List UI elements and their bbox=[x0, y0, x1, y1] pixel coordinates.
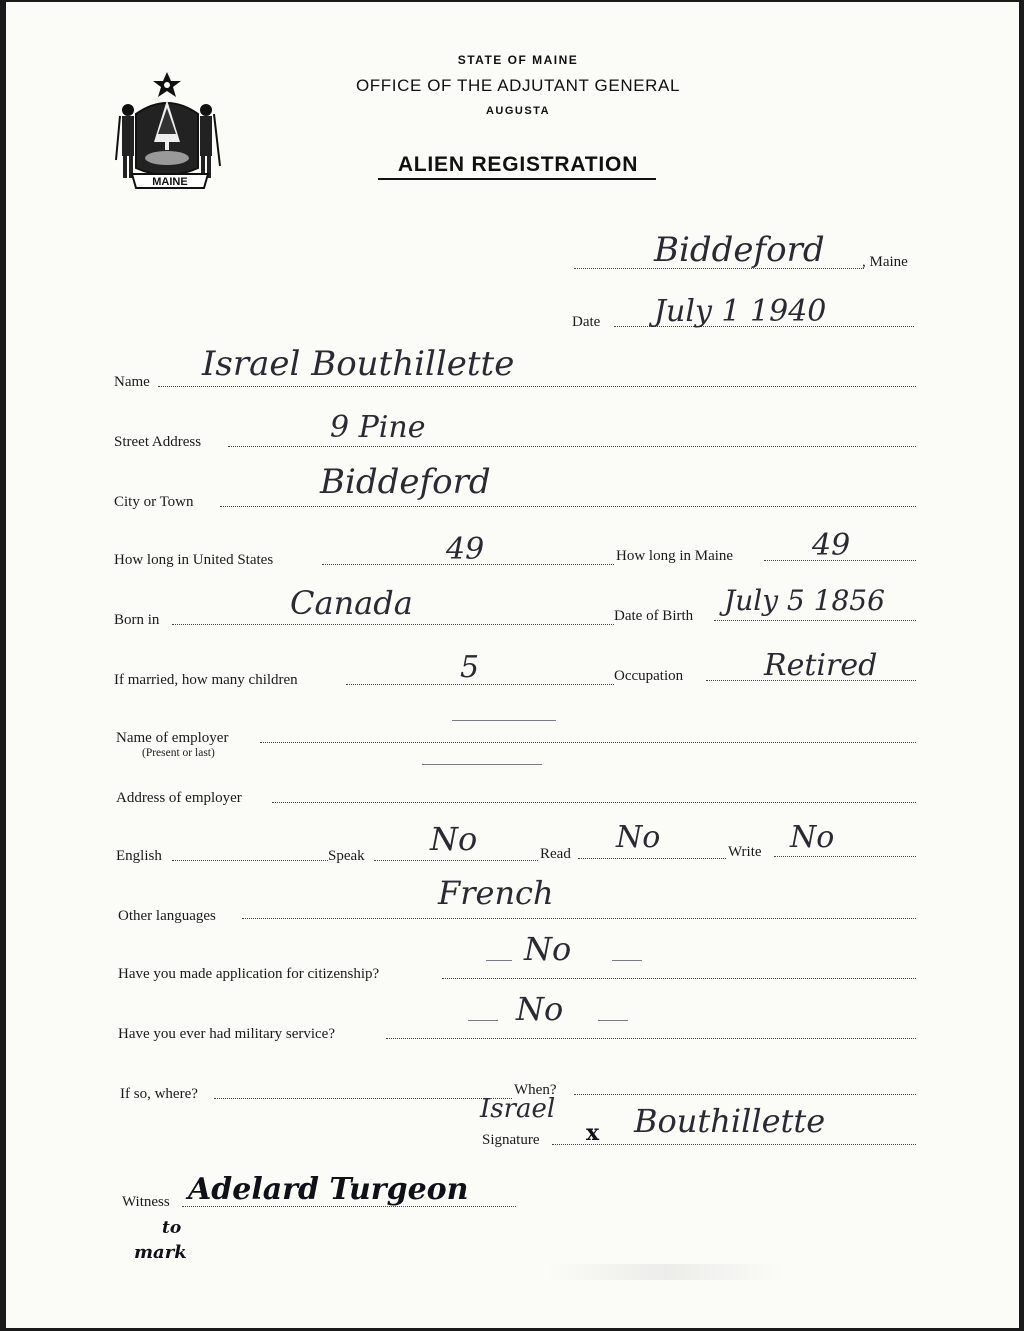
how-long-us-label: How long in United States bbox=[114, 552, 274, 568]
other-languages-value: French bbox=[438, 874, 554, 912]
how-long-us-value: 49 bbox=[446, 532, 485, 567]
if-so-where-label: If so, where? bbox=[120, 1086, 198, 1102]
write-label: Write bbox=[728, 844, 762, 860]
read-label: Read bbox=[540, 846, 571, 862]
how-long-maine-value: 49 bbox=[812, 528, 851, 563]
state-heading: STATE OF MAINE bbox=[457, 53, 579, 67]
english-line bbox=[172, 860, 328, 861]
employer-blank-dash bbox=[452, 720, 556, 721]
born-in-value: Canada bbox=[290, 584, 413, 622]
witness-note-mark: mark bbox=[134, 1242, 187, 1263]
military-label: Have you ever had military service? bbox=[118, 1026, 335, 1042]
other-languages-line bbox=[242, 918, 916, 919]
city-label: City or Town bbox=[114, 494, 194, 510]
citizenship-dash-left bbox=[486, 960, 512, 961]
other-languages-label: Other languages bbox=[118, 908, 216, 924]
military-line bbox=[386, 1038, 916, 1039]
occupation-value: Retired bbox=[764, 648, 878, 683]
read-line bbox=[578, 858, 726, 859]
date-of-birth-value: July 5 1856 bbox=[724, 584, 885, 617]
town-value: Biddeford bbox=[654, 230, 825, 270]
employer-address-blank-dash bbox=[422, 764, 542, 765]
when-label: When? bbox=[514, 1082, 557, 1098]
signature-mark: x bbox=[586, 1120, 600, 1146]
children-label: If married, how many children bbox=[114, 672, 298, 688]
street-value: 9 Pine bbox=[330, 410, 426, 445]
how-long-maine-label: How long in Maine bbox=[616, 548, 734, 564]
form-sheet bbox=[6, 2, 1019, 1328]
date-of-birth-line bbox=[714, 620, 916, 621]
where-line bbox=[214, 1098, 512, 1099]
signature-first-name: Israel bbox=[480, 1094, 556, 1124]
street-label: Street Address bbox=[114, 434, 202, 450]
city-value: Biddeford bbox=[320, 462, 491, 502]
speak-line bbox=[374, 860, 538, 861]
citizenship-value: No bbox=[524, 930, 572, 968]
employer-label: Name of employer bbox=[116, 730, 229, 746]
write-value: No bbox=[790, 820, 835, 855]
read-value: No bbox=[616, 820, 661, 855]
citizenship-dash-right bbox=[612, 960, 642, 961]
citizenship-label: Have you made application for citizenship? bbox=[118, 966, 380, 982]
witness-value: Adelard Turgeon bbox=[188, 1172, 469, 1207]
scan-smudge bbox=[546, 1264, 786, 1280]
employer-line bbox=[260, 742, 916, 743]
maine-label: , Maine bbox=[862, 254, 908, 270]
form-title: ALIEN REGISTRATION bbox=[397, 153, 639, 176]
write-line bbox=[774, 856, 916, 857]
military-dash-right bbox=[598, 1020, 628, 1021]
children-line bbox=[346, 684, 614, 685]
children-value: 5 bbox=[460, 650, 480, 685]
city-heading: AUGUSTA bbox=[485, 105, 551, 117]
title-underline bbox=[378, 178, 656, 180]
date-of-birth-label: Date of Birth bbox=[614, 608, 694, 624]
speak-value: No bbox=[430, 820, 478, 858]
occupation-label: Occupation bbox=[614, 668, 684, 684]
speak-label: Speak bbox=[328, 848, 365, 864]
signature-label: Signature bbox=[482, 1132, 540, 1148]
name-label: Name bbox=[114, 374, 150, 390]
witness-label: Witness bbox=[122, 1194, 170, 1210]
born-in-label: Born in bbox=[114, 612, 160, 628]
when-line bbox=[574, 1094, 916, 1095]
office-heading: OFFICE OF THE ADJUTANT GENERAL bbox=[355, 76, 681, 95]
employer-address-label: Address of employer bbox=[116, 790, 242, 806]
date-value: July 1 1940 bbox=[654, 294, 827, 329]
signature-last-name: Bouthillette bbox=[634, 1102, 826, 1140]
name-value: Israel Bouthillette bbox=[202, 344, 515, 384]
english-label: English bbox=[116, 848, 162, 864]
military-value: No bbox=[516, 990, 564, 1028]
seal-banner-text: MAINE bbox=[152, 176, 188, 188]
employer-address-line bbox=[272, 802, 916, 803]
born-in-line bbox=[172, 624, 614, 625]
date-label: Date bbox=[572, 314, 601, 330]
employer-note: (Present or last) bbox=[142, 747, 215, 759]
military-dash-left bbox=[468, 1020, 498, 1021]
name-line bbox=[158, 386, 916, 387]
street-line bbox=[228, 446, 916, 447]
city-line bbox=[220, 506, 916, 507]
citizenship-line bbox=[442, 978, 916, 979]
signature-line bbox=[552, 1144, 916, 1145]
witness-note-to: to bbox=[162, 1218, 182, 1238]
